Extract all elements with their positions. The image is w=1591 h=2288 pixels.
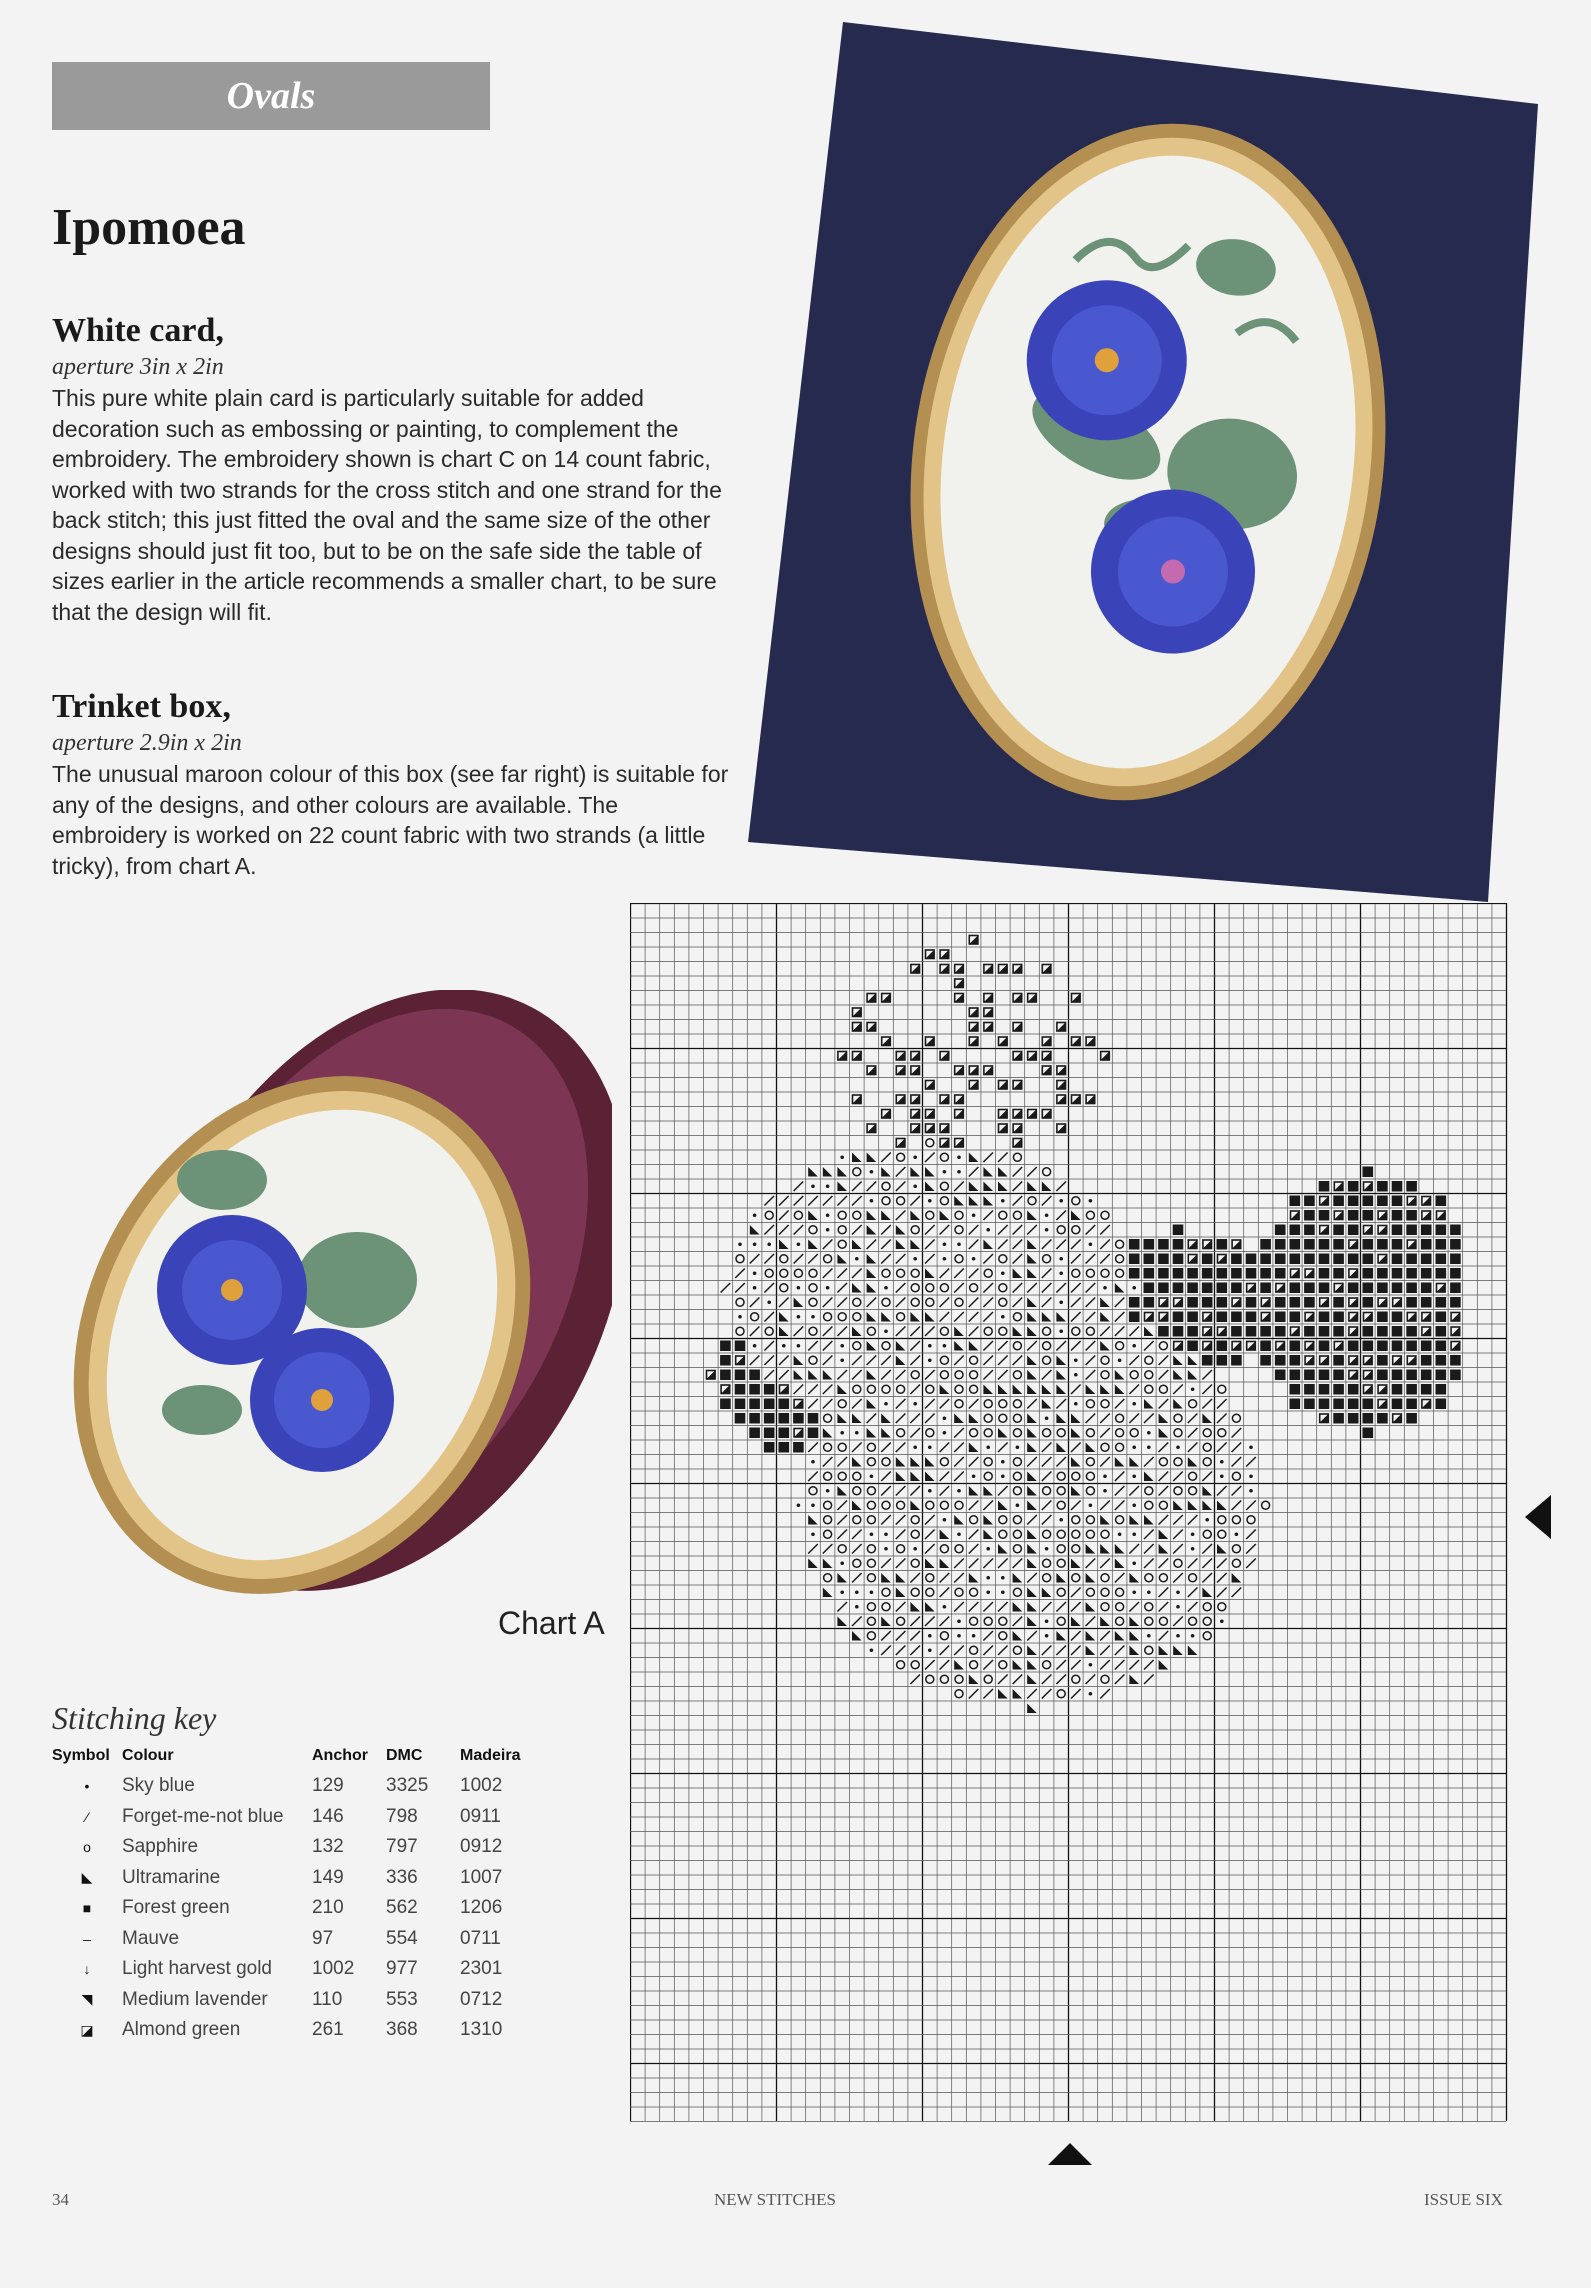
section-tab-label: Ovals [226, 75, 316, 117]
key-anchor: 210 [312, 1897, 344, 1919]
key-madeira: 2301 [460, 1958, 503, 1980]
key-anchor: 146 [312, 1805, 344, 1827]
key-row [52, 1832, 534, 1863]
key-dmc: 368 [386, 2019, 418, 2041]
key-header-madeira: Madeira [460, 1747, 521, 1764]
key-colour: Sapphire [122, 1836, 199, 1858]
key-row [52, 1802, 534, 1833]
section-tab [52, 62, 490, 130]
key-header-anchor: Anchor [312, 1747, 368, 1764]
key-symbol: ⁄ [85, 1808, 89, 1825]
key-header-dmc: DMC [386, 1747, 423, 1764]
stitching-key-title: Stitching key [52, 1700, 217, 1736]
key-row [52, 1893, 534, 1924]
key-colour: Forest green [122, 1897, 230, 1919]
key-row [52, 1954, 534, 1985]
key-symbol: • [84, 1778, 90, 1795]
key-row [52, 2015, 534, 2046]
chart-a-grid [630, 903, 1510, 2130]
key-anchor: 97 [312, 1927, 334, 1949]
key-symbol: ◪ [80, 2021, 94, 2038]
key-row [52, 1985, 534, 2016]
key-madeira: 0912 [460, 1836, 503, 1858]
key-colour: Light harvest gold [122, 1958, 272, 1980]
key-madeira: 1206 [460, 1897, 503, 1919]
chart-a-label: Chart A [498, 1605, 605, 1641]
key-symbol: ◣ [81, 1869, 93, 1886]
key-madeira: 0711 [460, 1927, 501, 1949]
key-header-colour: Colour [122, 1747, 174, 1764]
key-colour: Almond green [122, 2019, 241, 2041]
key-anchor: 132 [312, 1836, 344, 1858]
white-card-body: This pure white plain card is particularly suitable for added decoration such as embossing or painting, to complement the embroidery. The embroidery shown is chart C on 14 count fabric, worked with two strands for the cross stitch and one strand for the back stitch; this just fitted the oval and the same size of the other designs should just fit too, but to be on the safe side the table of sizes earlier in the article recommends a smaller chart, to be sure that the design will fit. [52, 385, 722, 625]
key-symbol: o [83, 1839, 91, 1856]
key-row [52, 1771, 534, 1802]
key-colour: Ultramarine [122, 1866, 221, 1888]
key-colour: Forget-me-not blue [122, 1805, 284, 1827]
key-dmc: 553 [386, 1988, 418, 2010]
trinket-box-heading: Trinket box, [52, 688, 231, 725]
key-colour: Mauve [122, 1927, 180, 1949]
key-row [52, 1863, 534, 1894]
trinket-box-aperture: aperture 2.9in x 2in [52, 730, 242, 756]
center-marker-right-icon [1525, 1495, 1551, 1544]
key-symbol: – [83, 1930, 91, 1947]
key-madeira: 1007 [460, 1866, 503, 1888]
key-anchor: 1002 [312, 1958, 355, 1980]
center-marker-bottom-icon [1048, 2143, 1092, 2170]
key-dmc: 3325 [386, 1775, 429, 1797]
key-symbol: ◥ [81, 1991, 93, 2008]
key-dmc: 977 [386, 1958, 418, 1980]
trinket-box-photo [52, 990, 612, 1640]
key-symbol: ↓ [83, 1961, 91, 1978]
key-anchor: 129 [312, 1775, 344, 1797]
key-dmc: 554 [386, 1927, 418, 1949]
white-card-aperture: aperture 3in x 2in [52, 354, 224, 380]
trinket-box-body: The unusual maroon colour of this box (see far right) is suitable for any of the designs, and other colours are available. The embroidery is worked on 22 count fabric with two strands (a little tricky), from chart A. [52, 761, 729, 879]
key-dmc: 562 [386, 1897, 418, 1919]
key-colour: Sky blue [122, 1775, 195, 1797]
stitching-key [52, 1700, 572, 2046]
white-card-section [52, 312, 732, 627]
key-symbol: ■ [82, 1900, 92, 1917]
trinket-box-section [52, 688, 732, 881]
key-madeira: 1310 [460, 2019, 503, 2041]
key-dmc: 336 [386, 1866, 418, 1888]
key-dmc: 797 [386, 1836, 418, 1858]
magazine-name: NEW STITCHES [714, 2190, 836, 2209]
white-card-heading: White card, [52, 312, 224, 349]
stitching-key-table [52, 1747, 534, 2046]
key-header-symbol: Symbol [52, 1747, 110, 1764]
chart-grid-lines [630, 903, 1507, 2122]
key-madeira: 1002 [460, 1775, 503, 1797]
key-anchor: 110 [312, 1988, 343, 2010]
page-title: Ipomoea [52, 199, 246, 256]
issue-label: ISSUE SIX [1424, 2190, 1503, 2209]
key-anchor: 149 [312, 1866, 344, 1888]
key-madeira: 0911 [460, 1805, 501, 1827]
key-row [52, 1924, 534, 1955]
page-number: 34 [52, 2190, 69, 2209]
key-madeira: 0712 [460, 1988, 503, 2010]
white-card-photo [748, 22, 1538, 902]
key-dmc: 798 [386, 1805, 418, 1827]
key-colour: Medium lavender [122, 1988, 268, 2010]
key-anchor: 261 [312, 2019, 344, 2041]
